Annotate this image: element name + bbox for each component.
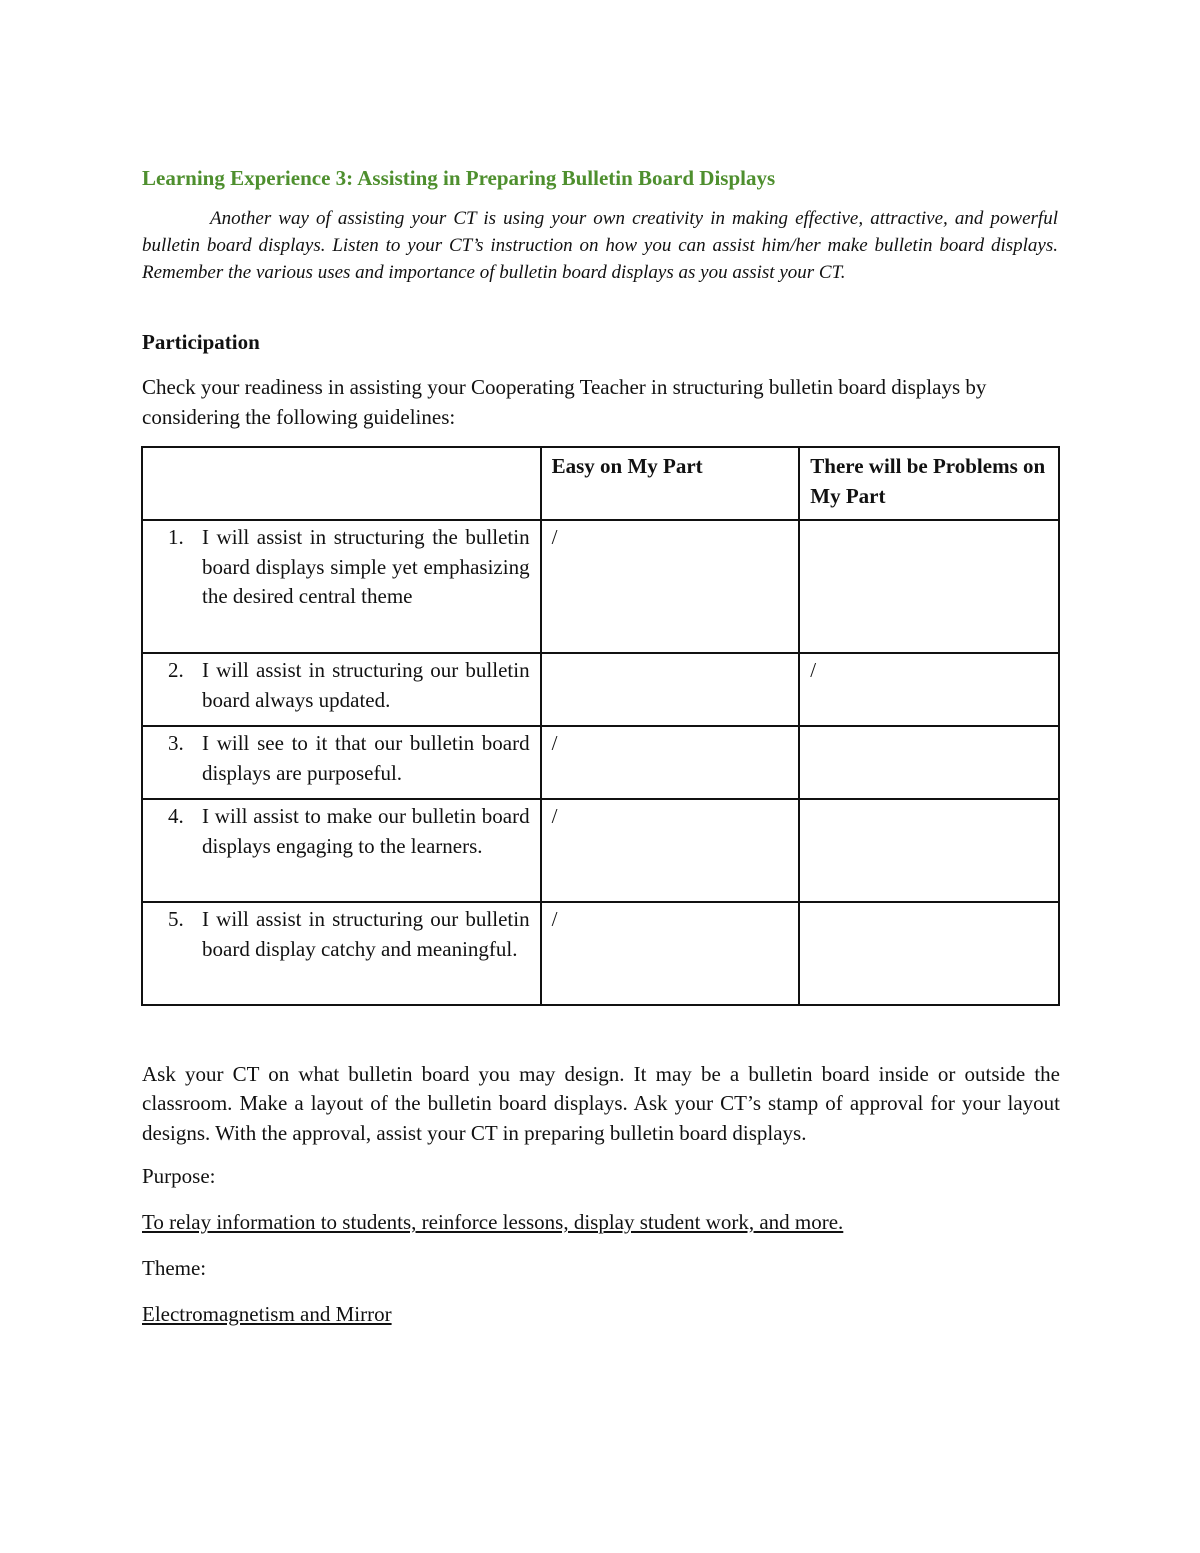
easy-mark: [541, 653, 800, 726]
theme-label: Theme:: [142, 1256, 207, 1280]
page-heading: Learning Experience 3: Assisting in Preparing Bulletin Board Displays: [142, 166, 776, 190]
item-number: 5.: [168, 907, 184, 931]
header-problems: There will be Problems on My Part: [799, 447, 1059, 520]
table-row: [142, 799, 1059, 902]
purpose-value: To relay information to students, reinforce lessons, display student work, and more.: [142, 1210, 844, 1234]
easy-mark: /: [541, 799, 800, 902]
easy-mark: /: [541, 520, 800, 653]
theme-value: Electromagnetism and Mirror: [142, 1302, 392, 1326]
header-guideline: [142, 447, 541, 520]
item-number: 4.: [168, 804, 184, 828]
guideline-cell: [142, 726, 541, 799]
guideline-text: I will assist to make our bulletin board displays engaging to the learners.: [202, 804, 530, 858]
instructions-paragraph: Check your readiness in assisting your Cooperating Teacher in structuring bulletin board displays by considering the following guidelines:: [142, 375, 987, 429]
guideline-text: I will assist in structuring our bulletin board display catchy and meaningful.: [202, 907, 530, 961]
guideline-cell: [142, 520, 541, 653]
guideline-text: I will assist in structuring our bulletin board always updated.: [202, 658, 530, 712]
table-header-row: [142, 447, 1059, 520]
table-row: [142, 902, 1059, 1005]
item-number: 1.: [168, 525, 184, 549]
table-row: [142, 653, 1059, 726]
problems-mark: /: [799, 653, 1059, 726]
header-easy: Easy on My Part: [541, 447, 800, 520]
problems-mark: [799, 799, 1059, 902]
intro-paragraph: Another way of assisting your CT is using your own creativity in making effective, attractive, and powerful bulletin board displays. Listen to your CT’s instruction on how you can assist him/her make bulletin board displays. Remember the various uses and importance of bulletin board displays as you assist your CT.: [142, 208, 1058, 283]
problems-mark: [799, 520, 1059, 653]
guideline-cell: [142, 902, 541, 1005]
problems-mark: [799, 726, 1059, 799]
guideline-cell: [142, 799, 541, 902]
readiness-checklist-table: [141, 446, 1060, 1006]
item-number: 3.: [168, 731, 184, 755]
item-number: 2.: [168, 658, 184, 682]
guideline-text: I will see to it that our bulletin board displays are purposeful.: [202, 731, 530, 785]
easy-mark: /: [541, 726, 800, 799]
guideline-text: I will assist in structuring the bulletin board displays simple yet emphasizing the desired central theme: [202, 525, 530, 608]
section-title: Participation: [142, 330, 260, 354]
guideline-cell: [142, 653, 541, 726]
design-instructions-paragraph: Ask your CT on what bulletin board you may design. It may be a bulletin board inside or outside the classroom. Make a layout of the bulletin board displays. Ask your CT’s stamp of approval for your layout designs. With the approval, assist your CT in preparing bulletin board displays.: [142, 1062, 1060, 1145]
table-row: [142, 726, 1059, 799]
table-row: [142, 520, 1059, 653]
purpose-label: Purpose:: [142, 1164, 216, 1188]
easy-mark: /: [541, 902, 800, 1005]
problems-mark: [799, 902, 1059, 1005]
